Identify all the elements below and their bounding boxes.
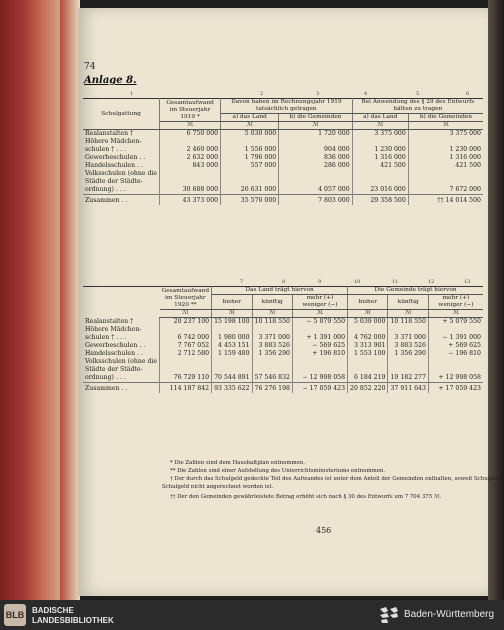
cell-c4 bbox=[279, 178, 352, 186]
cell-c5: 421 500 bbox=[352, 162, 408, 170]
cell-c9: 3 883 526 bbox=[252, 342, 292, 350]
cell-c2 bbox=[160, 178, 221, 186]
cell-c6: 7 672 000 bbox=[449, 186, 481, 193]
table-row bbox=[83, 146, 483, 154]
cell-c10: + 1 391 000 bbox=[292, 334, 347, 342]
cell-c4: 836 000 bbox=[279, 154, 352, 162]
cell-c11: 4 762 000 bbox=[348, 334, 388, 342]
unit-label: ℳ bbox=[388, 310, 428, 318]
table-row bbox=[83, 358, 483, 366]
cell-c8 bbox=[212, 326, 252, 334]
cell-c5: 23 016 000 bbox=[352, 186, 408, 195]
cell-c13 bbox=[428, 366, 483, 374]
col-number: 1 bbox=[130, 91, 134, 97]
table-financing-1919 bbox=[83, 98, 483, 205]
footnote: † Der durch das Schulgeld gedeckte Teil des Aufwandes ist unter dem Anteil der Gemeinden enthalten, soweit Schulgeld bbox=[170, 476, 502, 482]
cell-c4: 1 720 000 bbox=[279, 130, 352, 139]
cell-c3 bbox=[221, 170, 279, 178]
table-row bbox=[83, 186, 483, 195]
row-label: schulen † . . . bbox=[83, 334, 160, 342]
cell-c3: 35 570 000 bbox=[221, 195, 279, 206]
cell-c13 bbox=[428, 358, 483, 366]
cell-c5: 3 375 000 bbox=[352, 130, 408, 139]
cell-c12: 3 371 000 bbox=[388, 334, 428, 342]
footnote: * Die Zahlen sind dem Haushaltplan entnommen. bbox=[170, 460, 305, 466]
header-gemeinden: b) die Gemeinden bbox=[279, 114, 352, 122]
table-row bbox=[83, 138, 483, 146]
cell-c5: 29 358 500 bbox=[352, 195, 408, 206]
header-land-group: Das Land trägt hiervon bbox=[212, 287, 348, 295]
unit-label: ℳ bbox=[352, 122, 408, 130]
cell-c2: 2 460 000 bbox=[160, 146, 221, 154]
cell-c7: 114 187 842 bbox=[160, 383, 212, 394]
cell-c7: 20 237 100 bbox=[160, 318, 212, 327]
cell-c6: 1 230 000 bbox=[449, 146, 481, 153]
col-number: 4 bbox=[364, 91, 368, 97]
table-financing-1920 bbox=[83, 286, 483, 393]
row-label: Handelsschulen . . bbox=[83, 350, 160, 358]
row-label: Handelsschulen . . bbox=[83, 162, 160, 170]
row-label: Volksschulen (ohne die bbox=[83, 358, 160, 366]
cell-c11 bbox=[348, 366, 388, 374]
cell-c10: + 196 810 bbox=[292, 350, 347, 358]
footer-bar bbox=[0, 600, 504, 630]
cell-c9: 10 118 550 bbox=[252, 318, 292, 327]
cell-c7 bbox=[160, 326, 212, 334]
cell-c13: − 1 391 000 bbox=[442, 334, 481, 341]
cell-c3 bbox=[221, 178, 279, 186]
cell-c2: 43 373 000 bbox=[160, 195, 221, 206]
cell-c12: 37 911 643 bbox=[388, 383, 428, 394]
unit-label: ℳ bbox=[212, 310, 252, 318]
cell-c6: 421 500 bbox=[455, 162, 481, 169]
cell-c5 bbox=[352, 170, 408, 178]
col-number: 3 bbox=[316, 91, 320, 97]
cell-c9 bbox=[252, 358, 292, 366]
cell-c9: 57 546 832 bbox=[252, 374, 292, 383]
col-number: 9 bbox=[318, 279, 322, 285]
cell-c11 bbox=[348, 326, 388, 334]
header-land-entwurf: a) das Land bbox=[352, 114, 408, 122]
cell-c2: 30 688 000 bbox=[160, 186, 221, 195]
cell-c6 bbox=[408, 170, 483, 178]
cell-c5: 1 230 000 bbox=[352, 146, 408, 154]
cell-c3: 26 631 000 bbox=[221, 186, 279, 195]
header-gesamtaufwand: Gesamtaufwand im Steuerjahr 1919 * bbox=[160, 99, 221, 122]
col-number: 12 bbox=[428, 279, 435, 285]
table-row bbox=[83, 334, 483, 342]
footnote: ** Die Zahlen sind einer Aufstellung des Unterrichtsministeriums entnommen. bbox=[170, 468, 386, 474]
row-label: ordnung) . . . bbox=[83, 186, 160, 195]
cell-c7: 6 742 000 bbox=[160, 334, 212, 342]
cell-c12: 1 356 290 bbox=[388, 350, 428, 358]
blb-name[interactable] bbox=[32, 606, 114, 626]
header-mehr-weniger: mehr (+) weniger (−) bbox=[292, 295, 347, 310]
cell-c4 bbox=[279, 138, 352, 146]
table-row bbox=[83, 350, 483, 358]
cell-c12: 10 118 550 bbox=[388, 318, 428, 327]
cell-c8 bbox=[212, 366, 252, 374]
row-label: Zusammen . . bbox=[83, 195, 160, 206]
cell-c12 bbox=[388, 358, 428, 366]
col-number: 2 bbox=[260, 91, 264, 97]
cell-c9: 1 356 290 bbox=[252, 350, 292, 358]
cell-c3: 1 796 000 bbox=[221, 154, 279, 162]
cell-c13: − 196 810 bbox=[448, 350, 481, 357]
unit-label: ℳ bbox=[428, 310, 483, 318]
cell-c7 bbox=[160, 358, 212, 366]
cell-c2: 2 632 000 bbox=[160, 154, 221, 162]
cell-c9 bbox=[252, 326, 292, 334]
cell-c4: 7 803 000 bbox=[279, 195, 352, 206]
cell-c11: 6 184 219 bbox=[348, 374, 388, 383]
page-number-top: 74 bbox=[84, 62, 96, 72]
row-label: Volksschulen (ohne die bbox=[83, 170, 160, 178]
row-label: Gewerbeschulen . . bbox=[83, 154, 160, 162]
row-label: Realanstalten † bbox=[83, 318, 160, 327]
cell-c4: 286 000 bbox=[279, 162, 352, 170]
table-row bbox=[83, 130, 483, 139]
cell-c8: 70 544 891 bbox=[212, 374, 252, 383]
cell-c11: 1 553 100 bbox=[348, 350, 388, 358]
row-label: schulen † . . . bbox=[83, 146, 160, 154]
cell-c3: 557 000 bbox=[221, 162, 279, 170]
table-row bbox=[83, 342, 483, 350]
col-number: 6 bbox=[466, 91, 470, 97]
col-number: 5 bbox=[416, 91, 420, 97]
header-davon: Davon haben im Rechnungsjahr 1919 tatsächlich getragen bbox=[221, 99, 353, 114]
table-row bbox=[83, 162, 483, 170]
cell-c5 bbox=[352, 178, 408, 186]
cell-c11: 20 852 220 bbox=[348, 383, 388, 394]
cell-c10: − 12 998 058 bbox=[292, 374, 347, 383]
row-label: ordnung) . . . bbox=[83, 374, 160, 383]
row-label: Städte der Städte- bbox=[83, 178, 160, 186]
col-number: 11 bbox=[392, 279, 399, 285]
cell-c8 bbox=[212, 358, 252, 366]
cell-c4: 4 057 000 bbox=[279, 186, 352, 195]
header-kuenftig: künftig bbox=[252, 295, 292, 310]
cell-c13: + 17 059 423 bbox=[428, 383, 483, 394]
total-row bbox=[83, 195, 483, 206]
unit-label: ℳ bbox=[279, 122, 352, 130]
cell-c8: 1 980 000 bbox=[212, 334, 252, 342]
cell-c5: 1 316 000 bbox=[352, 154, 408, 162]
cell-c7: 76 729 110 bbox=[160, 374, 212, 383]
cell-c9: 3 371 000 bbox=[252, 334, 292, 342]
table-row bbox=[83, 170, 483, 178]
header-schulgattung: Schulgattung bbox=[83, 99, 160, 130]
unit-label: ℳ bbox=[408, 122, 483, 130]
cell-c6: 3 375 000 bbox=[449, 130, 481, 137]
header-kuenftig: künftig bbox=[388, 295, 428, 310]
cell-c12 bbox=[388, 326, 428, 334]
bw-lions-icon bbox=[378, 605, 400, 625]
cell-c7: 2 712 580 bbox=[160, 350, 212, 358]
footnote: †† Der den Gemeinden gewährleistete Betrag erhöht sich nach § 30 des Entwurfs um 7 704 375 ℳ. bbox=[170, 494, 442, 500]
row-label: Städte der Städte- bbox=[83, 366, 160, 374]
cell-c10: − 569 625 bbox=[292, 342, 347, 350]
col-number: 7 bbox=[240, 279, 244, 285]
unit-label: ℳ bbox=[221, 122, 279, 130]
cell-c11: 3 313 901 bbox=[348, 342, 388, 350]
unit-label: ℳ bbox=[160, 122, 221, 130]
cell-c7: 7 767 052 bbox=[160, 342, 212, 350]
row-label: Zusammen . . bbox=[83, 383, 160, 394]
cell-c12: 3 883 526 bbox=[388, 342, 428, 350]
cell-c4 bbox=[279, 170, 352, 178]
row-label: Gewerbeschulen . . bbox=[83, 342, 160, 350]
cell-c6: 1 316 000 bbox=[449, 154, 481, 161]
col-number: 8 bbox=[282, 279, 286, 285]
table1-body bbox=[83, 130, 483, 206]
cell-c3: 5 030 000 bbox=[221, 130, 279, 139]
page-edge-shadow bbox=[488, 0, 504, 600]
table-row bbox=[83, 178, 483, 186]
table-row bbox=[83, 326, 483, 334]
cell-c10: − 5 079 550 bbox=[292, 318, 347, 327]
cell-c10: − 17 059 423 bbox=[292, 383, 347, 394]
header-blank bbox=[83, 287, 160, 318]
cell-c8: 1 159 480 bbox=[212, 350, 252, 358]
cell-c12: 19 182 277 bbox=[388, 374, 428, 383]
header-mehr-weniger: mehr (+) weniger (−) bbox=[428, 295, 483, 310]
unit-label: ℳ bbox=[252, 310, 292, 318]
row-label: Realanstalten † bbox=[83, 130, 160, 139]
row-label: Höhere Mädchen- bbox=[83, 138, 160, 146]
total-row bbox=[83, 383, 483, 394]
cell-c2 bbox=[160, 170, 221, 178]
bw-label[interactable]: Baden-Württemberg bbox=[404, 609, 495, 620]
cell-c12 bbox=[388, 366, 428, 374]
table-row bbox=[83, 154, 483, 162]
cell-c9: 76 276 198 bbox=[252, 383, 292, 394]
cell-c6 bbox=[408, 178, 483, 186]
page-number-bottom: 456 bbox=[316, 526, 332, 535]
unit-label: ℳ bbox=[160, 310, 212, 318]
blb-logo[interactable]: BLB bbox=[4, 604, 26, 626]
book-cover-edge bbox=[60, 0, 80, 600]
table2-body bbox=[83, 318, 483, 394]
header-land: a) das Land bbox=[221, 114, 279, 122]
cell-c7 bbox=[160, 366, 212, 374]
unit-label: ℳ bbox=[292, 310, 347, 318]
cell-c8: 15 198 100 bbox=[212, 318, 252, 327]
blb-line1: BADISCHE bbox=[32, 606, 74, 615]
header-bei-anwendung: Bei Anwendung des § 29 des Entwurfs hätten zu tragen bbox=[352, 99, 483, 114]
footnote: Schulgeld nicht angerechnet worden ist. bbox=[162, 484, 274, 490]
cell-c6 bbox=[408, 138, 483, 146]
cell-c5 bbox=[352, 138, 408, 146]
header-bisher: bisher bbox=[348, 295, 388, 310]
cell-c9 bbox=[252, 366, 292, 374]
header-bisher: bisher bbox=[212, 295, 252, 310]
col-number: 10 bbox=[354, 279, 361, 285]
anlage-title: Anlage 8. bbox=[84, 75, 137, 86]
cell-c8: 93 335 622 bbox=[212, 383, 252, 394]
unit-label: ℳ bbox=[348, 310, 388, 318]
cell-c2 bbox=[160, 138, 221, 146]
table-row bbox=[83, 374, 483, 383]
blb-line2: LANDESBIBLIOTHEK bbox=[32, 616, 114, 625]
cell-c10 bbox=[292, 358, 347, 366]
cell-c13: + 12 998 058 bbox=[438, 374, 481, 381]
cell-c13: + 569 625 bbox=[448, 342, 481, 349]
cell-c11 bbox=[348, 358, 388, 366]
cell-c13: + 5 079 550 bbox=[442, 318, 481, 325]
header-gemeinde-group: Die Gemeinde trägt hiervon bbox=[348, 287, 483, 295]
cell-c11: 5 039 000 bbox=[348, 318, 388, 327]
cell-c13 bbox=[428, 326, 483, 334]
cell-c10 bbox=[292, 326, 347, 334]
cell-c4: 904 000 bbox=[279, 146, 352, 154]
cell-c3 bbox=[221, 138, 279, 146]
cell-c3: 1 556 000 bbox=[221, 146, 279, 154]
cell-c2: 843 000 bbox=[160, 162, 221, 170]
cell-c6: †† 14 014 500 bbox=[408, 195, 483, 206]
cell-c8: 4 453 151 bbox=[212, 342, 252, 350]
table-row bbox=[83, 366, 483, 374]
cell-c2: 6 750 000 bbox=[160, 130, 221, 139]
table-row bbox=[83, 318, 483, 327]
header-gemeinden-entwurf: b) die Gemeinden bbox=[408, 114, 483, 122]
row-label: Höhere Mädchen- bbox=[83, 326, 160, 334]
col-number: 13 bbox=[464, 279, 471, 285]
cell-c10 bbox=[292, 366, 347, 374]
header-gesamtaufwand-1920: Gesamtaufwand im Steuerjahr 1920 ** bbox=[160, 287, 212, 310]
